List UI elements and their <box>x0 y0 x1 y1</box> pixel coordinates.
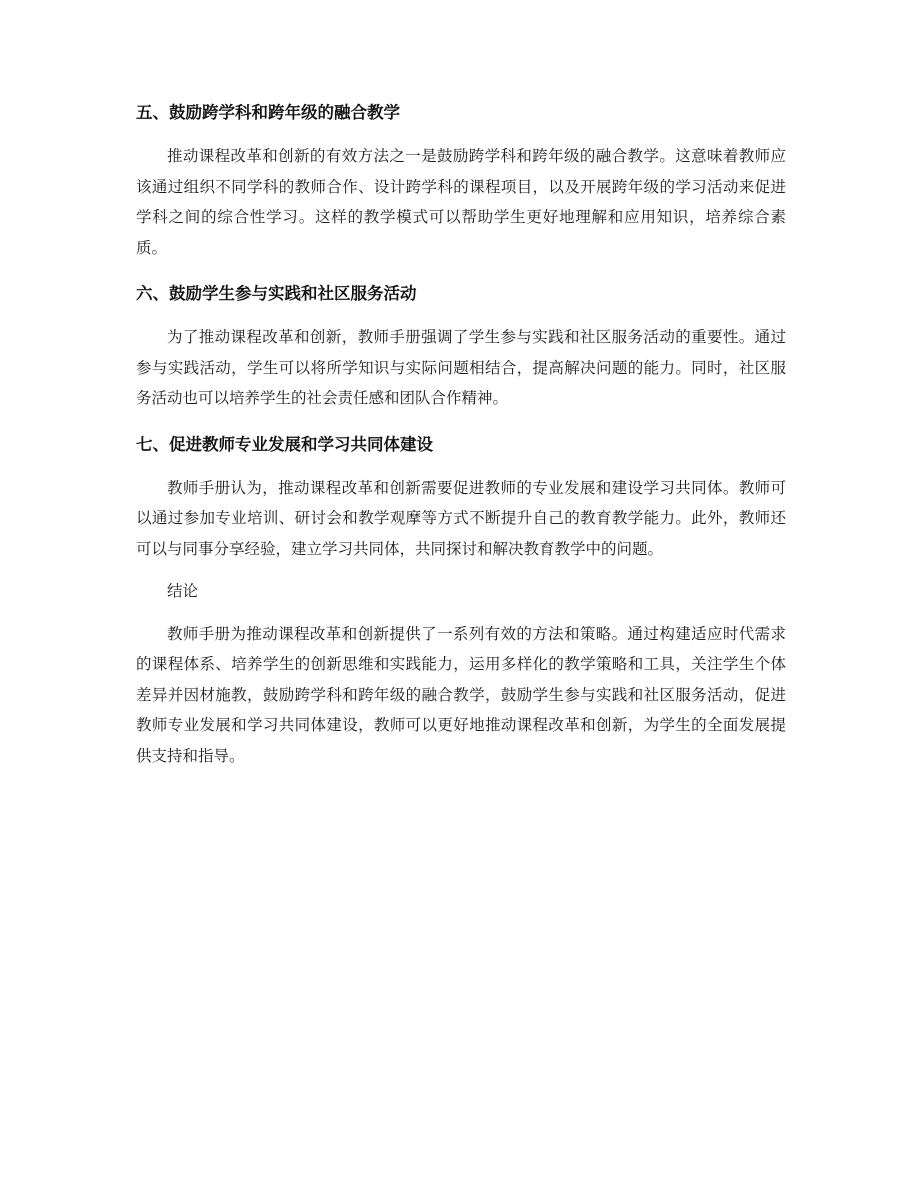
document-body <box>136 100 786 771</box>
section-heading-7: 七、促进教师专业发展和学习共同体建设 <box>136 434 433 454</box>
conclusion-title: 结论 <box>167 582 199 600</box>
conclusion-paragraph: 教师手册为推动课程改革和创新提供了一系列有效的方法和策略。通过构建适应时代需求的课程体系、培养学生的创新思维和实践能力，运用多样化的教学策略和工具，关注学生个体差异并因材施教，鼓励跨学科和跨年级的融合教学，鼓励学生参与实践和社区服务活动，促进教师专业发展和学习共同体建设，教师可以更好地推动课程改革和创新，为学生的全面发展提供支持和指导。 <box>136 624 786 765</box>
section-paragraph-6: 为了推动课程改革和创新，教师手册强调了学生参与实践和社区服务活动的重要性。通过参与实践活动，学生可以将所学知识与实际问题相结合，提高解决问题的能力。同时，社区服务活动也可以培养学生的社会责任感和团队合作精神。 <box>136 328 786 407</box>
section-heading-6: 六、鼓励学生参与实践和社区服务活动 <box>136 284 417 303</box>
section-paragraph-7: 教师手册认为，推动课程改革和创新需要促进教师的专业发展和建设学习共同体。教师可以通过参加专业培训、研讨会和教学观摩等方式不断提升自己的教育教学能力。此外，教师还可以与同事分享经验，建立学习共同体，共同探讨和解决教育教学中的问题。 <box>136 478 786 558</box>
section-heading-5: 五、鼓励跨学科和跨年级的融合教学 <box>136 103 400 122</box>
section-paragraph-5: 推动课程改革和创新的有效方法之一是鼓励跨学科和跨年级的融合教学。这意味着教师应该通过组织不同学科的教师合作、设计跨学科的课程项目，以及开展跨年级的学习活动来促进学科之间的综合性学习。这样的教学模式可以帮助学生更好地理解和应用知识，培养综合素质。 <box>136 147 786 257</box>
